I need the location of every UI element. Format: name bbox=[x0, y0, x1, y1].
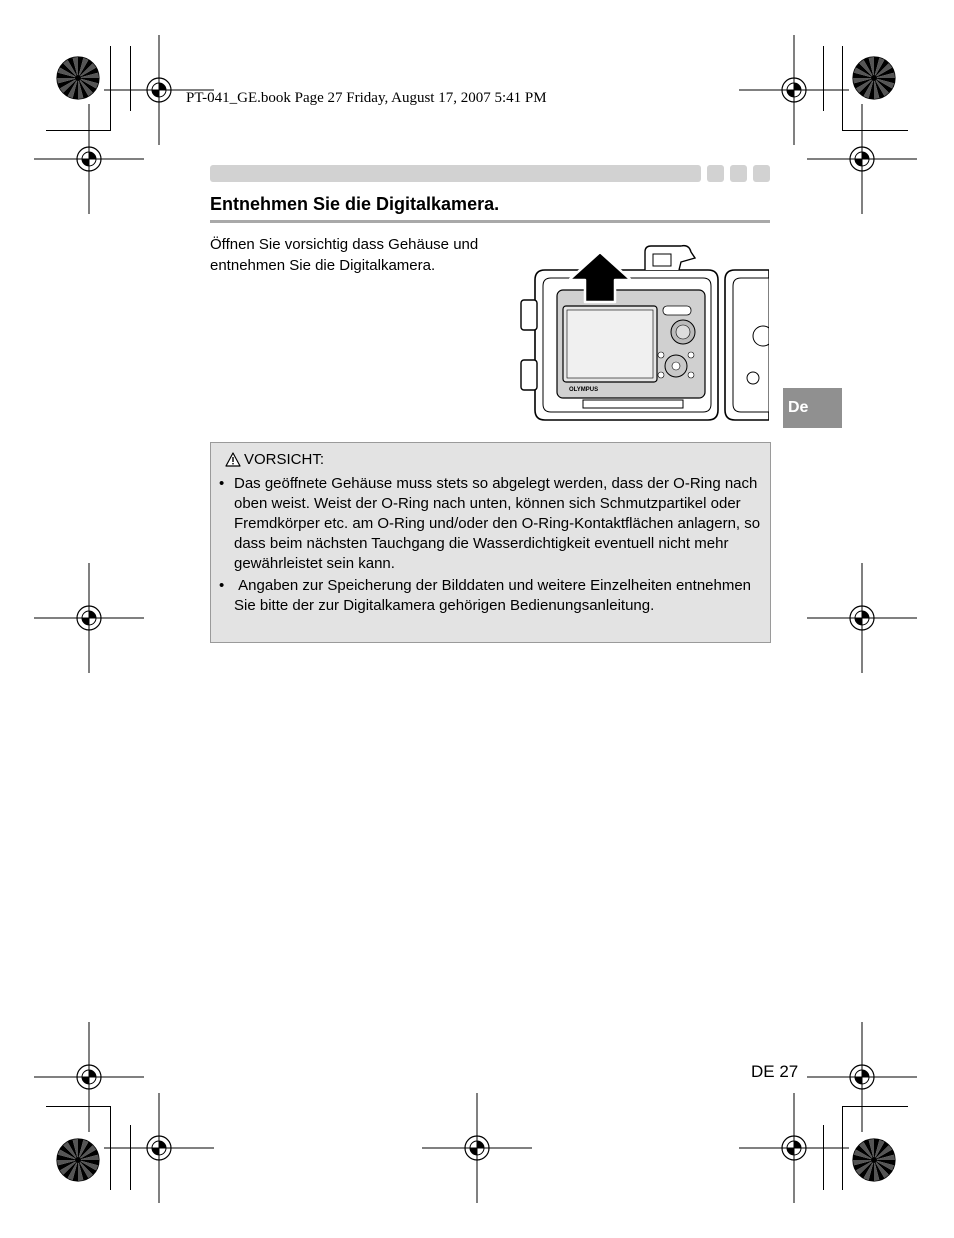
list-item bbox=[219, 474, 764, 574]
header-square bbox=[730, 165, 747, 182]
bullet: • bbox=[219, 475, 225, 492]
title-rule bbox=[210, 220, 770, 223]
camera-removal-illustration bbox=[513, 240, 769, 425]
caution-list bbox=[219, 474, 764, 616]
section-header-bar bbox=[210, 165, 701, 182]
language-tab bbox=[783, 388, 842, 428]
starburst-target-icon bbox=[853, 57, 895, 99]
starburst-target-icon bbox=[57, 57, 99, 99]
caution-box bbox=[210, 442, 771, 643]
starburst-target-icon bbox=[853, 1139, 895, 1181]
caution-item-text: Angaben zur Speicherung der Bilddaten und weitere Einzelheiten entnehmen Sie bitte der zur Digitalkamera gehörigen Bedienungsanleitung. bbox=[234, 577, 756, 614]
header-square bbox=[707, 165, 724, 182]
page-number: DE 27 bbox=[751, 1062, 799, 1081]
caution-item-text: Das geöffnete Gehäuse muss stets so abgelegt werden, dass der O-Ring nach oben weist. Weist der O-Ring nach unten, können sich Schmutzpartikel oder Fremdkörper etc. am O-Ring und/oder den O-Ring-Kontaktflächen anlagern, so dass beim nächsten Tauchgang die Wasserdichtigkeit eventuell nicht mehr gewährleistet sein kann. bbox=[234, 475, 761, 572]
book-info: PT-041_GE.book Page 27 Friday, August 17, 2007 5:41 PM bbox=[186, 90, 547, 106]
intro-text: Öffnen Sie vorsichtig dass Gehäuse und entnehmen Sie die Digitalkamera. bbox=[210, 236, 479, 274]
section-title: Entnehmen Sie die Digitalkamera. bbox=[210, 194, 500, 214]
starburst-target-icon bbox=[57, 1139, 99, 1181]
language-tab-label: De bbox=[788, 399, 809, 416]
warning-triangle-icon bbox=[225, 452, 241, 467]
bullet: • bbox=[219, 577, 225, 594]
header-square bbox=[753, 165, 770, 182]
brand-label: OLYMPUS bbox=[569, 387, 599, 393]
caution-heading bbox=[225, 451, 324, 468]
list-item bbox=[219, 576, 764, 616]
caution-heading-text: VORSICHT: bbox=[244, 451, 325, 468]
